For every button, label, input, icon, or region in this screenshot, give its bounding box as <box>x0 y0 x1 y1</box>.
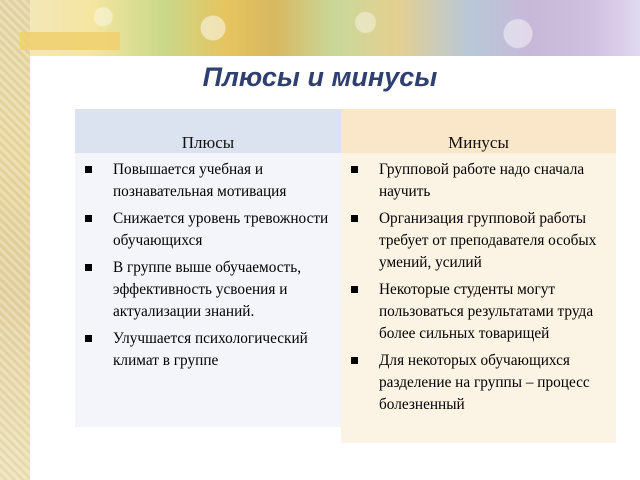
decorative-flower-banner <box>30 0 640 56</box>
cons-list <box>341 153 616 416</box>
pros-list-item: Повышается учебная и познавательная мотивация <box>75 159 337 203</box>
cons-column <box>341 109 616 443</box>
pros-list <box>75 153 341 372</box>
cons-list-item: Организация групповой работы требует от преподавателя особых умений, усилий <box>341 208 612 274</box>
pros-list-item: Снижается уровень тревожности обучающихся <box>75 208 337 252</box>
slide-title: Плюсы и минусы <box>202 62 438 92</box>
cons-list-item: Для некоторых обучающихся разделение на группы – процесс болезненный <box>341 350 612 416</box>
pros-column <box>75 109 341 427</box>
decorative-gold-bar <box>20 32 120 50</box>
pros-list-item: В группе выше обучаемость, эффективность усвоения и актуализации знаний. <box>75 257 337 323</box>
pros-heading: Плюсы <box>75 109 341 153</box>
cons-heading: Минусы <box>341 109 616 153</box>
cons-list-item: Групповой работе надо сначала научить <box>341 159 612 203</box>
pros-list-item: Улучшается психологический климат в группе <box>75 328 337 372</box>
cons-list-item: Некоторые студенты могут пользоваться результатами труда более сильных товарищей <box>341 279 612 345</box>
